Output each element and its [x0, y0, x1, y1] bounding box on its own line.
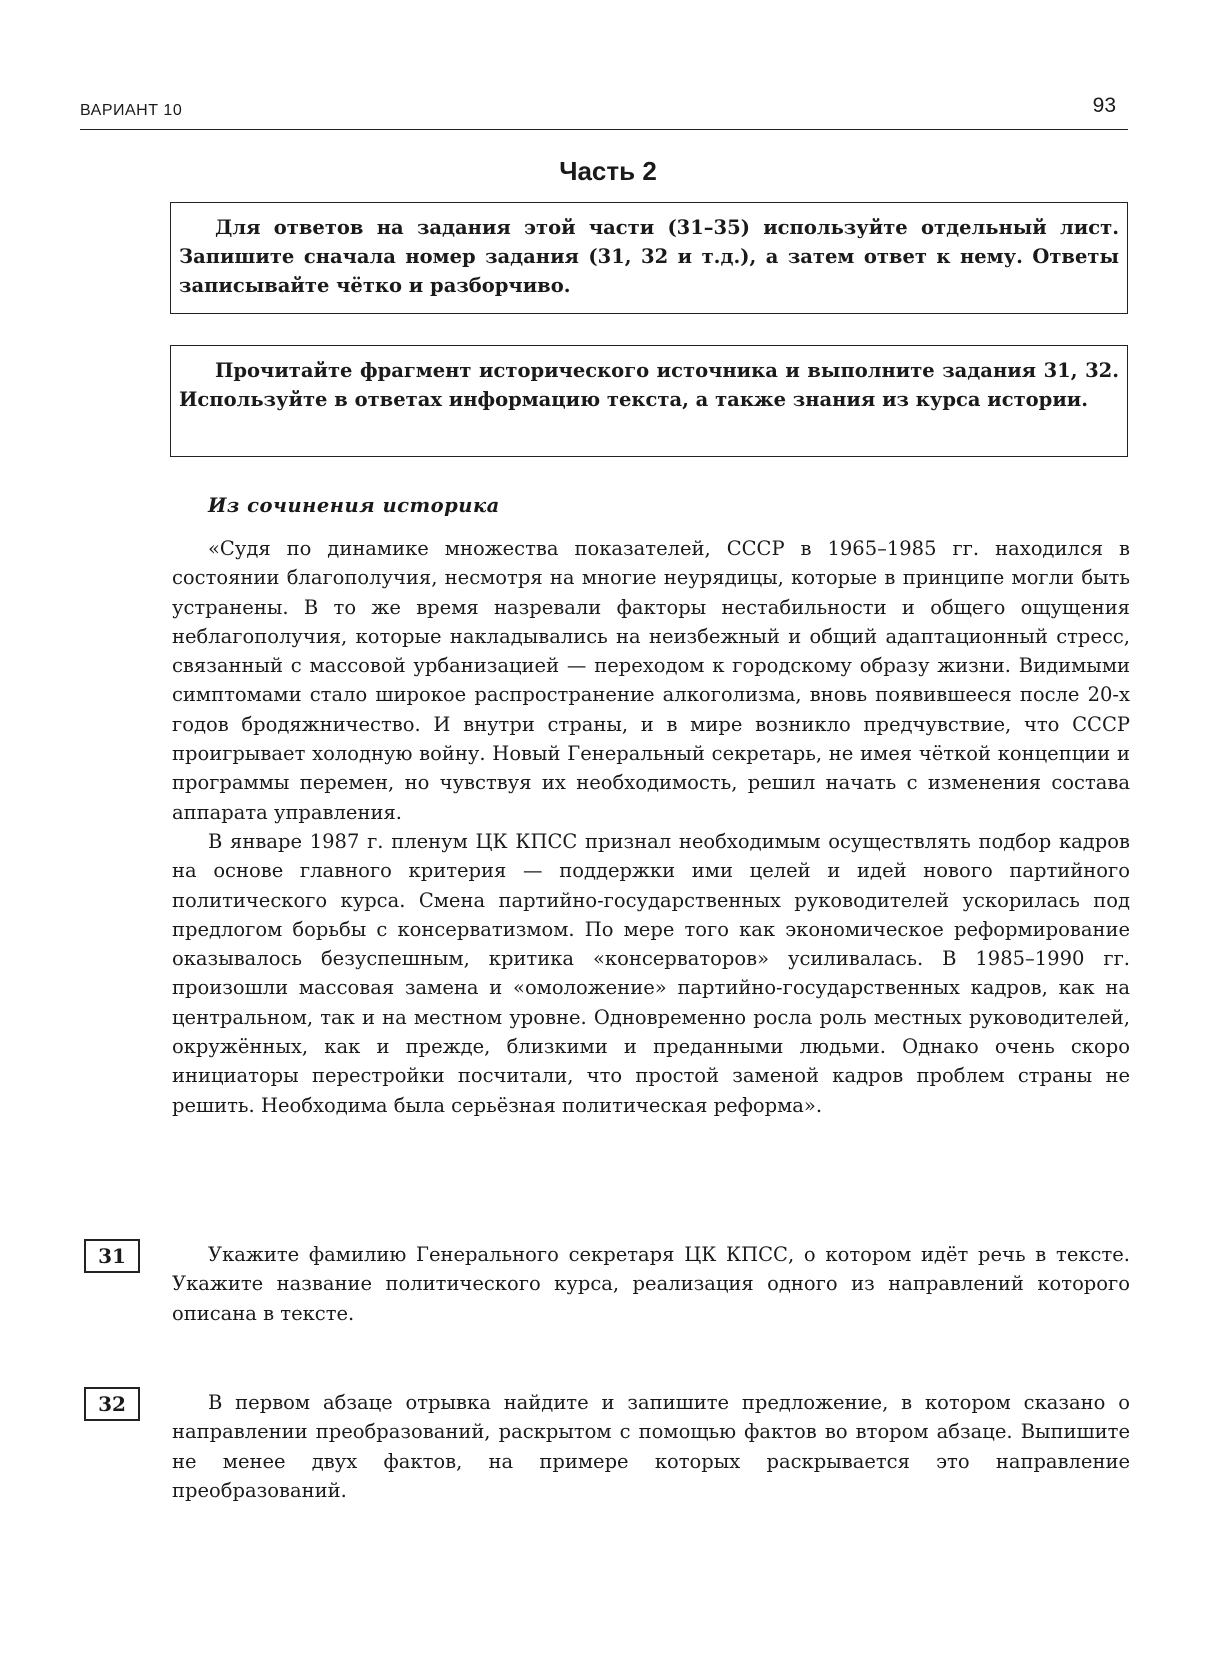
task-32-text: В первом абзаце отрывка найдите и запишите предложение, в котором сказано о направлении преобразований, раскрытом с помощью фактов во втором абзаце. Выпишите не менее двух фактов, на примере которых раскрывается это направление преобразований. [172, 1391, 1130, 1502]
part-title: Часть 2 [559, 156, 657, 186]
task-31-number: 31 [84, 1239, 140, 1273]
source-paragraph-1: «Судя по динамике множества показателей, СССР в 1965–1985 гг. находился в состоянии благополучия, несмотря на многие неурядицы, которые в принципе могли быть устранены. В то же время назревали факторы нестабильности и общего ощущения неблагополучия, которые накладывались на неизбежный и общий адаптационный стресс, связанный с массовой урбанизацией — переходом к городскому образу жизни. Видимыми симптомами стало широкое распространение алкоголизма, вновь появившееся после 20-х годов бродяжничество. И внутри страны, и в мире возникло предчувствие, что СССР проигрывает холодную войну. Новый Генеральный секретарь, не имея чёткой концепции и программы перемен, но чувствуя их необходимость, решил начать с изменения состава аппарата управления. [172, 537, 1130, 824]
header-divider [80, 129, 1128, 130]
answer-instructions-box: Для ответов на задания этой части (31–35) используйте отдельный лист. Запишите сначала номер задания (31, 32 и т.д.), а затем ответ к нему. Ответы записывайте чётко и разборчиво. [170, 202, 1128, 314]
page-number: 93 [1092, 94, 1116, 117]
task-31-text: Укажите фамилию Генерального секретаря ЦК КПСС, о котором идёт речь в тексте. Укажите название политического курса, реализация одного из направлений которого описана в тексте. [172, 1243, 1130, 1325]
variant-label: ВАРИАНТ 10 [80, 102, 183, 119]
source-paragraph-2: В январе 1987 г. пленум ЦК КПСС признал необходимым осуществлять подбор кадров на основе главного критерия — поддержки ими целей и идей нового партийного политического курса. Смена партийно-государственных руководителей ускорилась под предлогом борьбы с консерватизмом. По мере того как экономическое реформирование оказывалось безуспешным, критика «консерваторов» усиливалась. В 1985–1990 гг. произошли массовая замена и «омоложение» партийно-государственных кадров, как на центральном, так и на местном уровне. Одновременно росла роль местных руководителей, окружённых, как и прежде, близкими и преданными людьми. Однако очень скоро инициаторы перестройки посчитали, что простой заменой кадров проблем страны не решить. Необходима была серьёзная политическая реформа». [172, 829, 1130, 1117]
source-title: Из сочинения историка [208, 494, 500, 517]
task-32-number: 32 [84, 1387, 140, 1421]
source-text [172, 534, 1130, 1120]
reading-instructions-box: Прочитайте фрагмент исторического источника и выполните задания 31, 32. Используйте в ответах информацию текста, а также знания из курса истории. [170, 345, 1128, 457]
